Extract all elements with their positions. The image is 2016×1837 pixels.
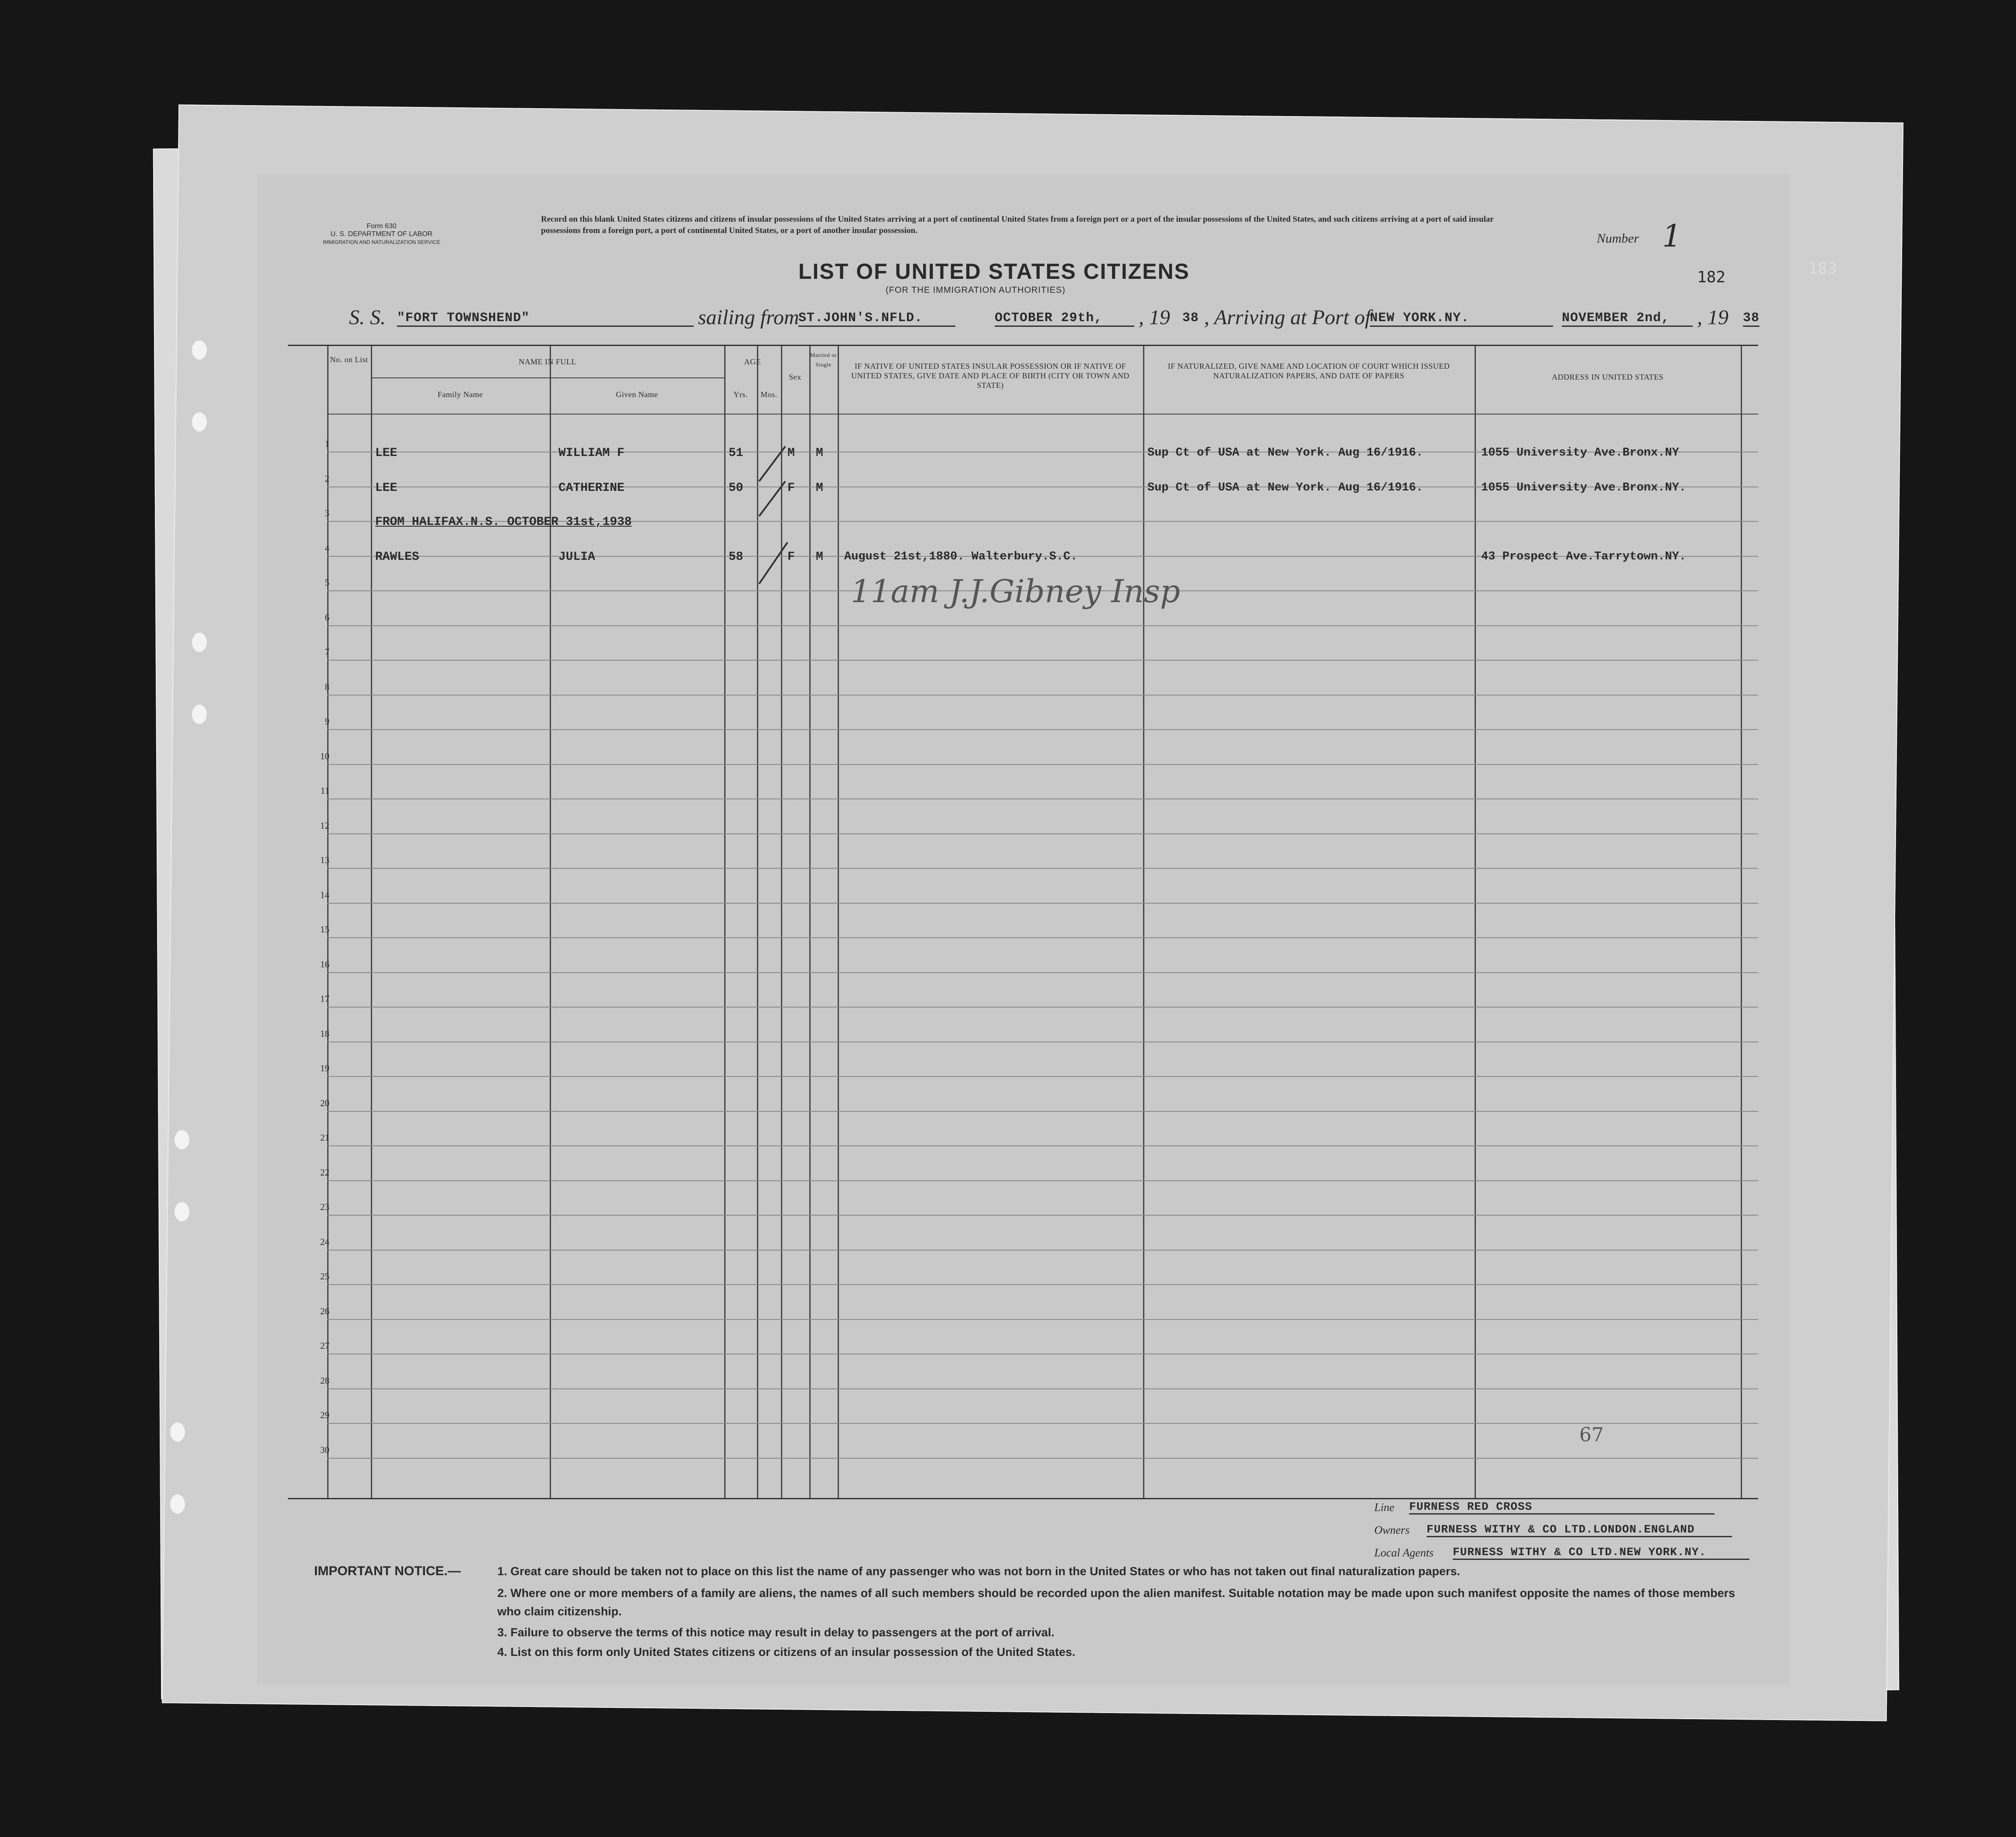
sailing-date: OCTOBER 29th, — [995, 311, 1134, 327]
col-birth-header: IF NATIVE OF UNITED STATES INSULAR POSSESSION OR IF NATIVE OF UNITED STATES, GIVE DATE AND PLACE OF BIRTH (CITY OR TOWN AND STATE) — [851, 362, 1130, 390]
sailing-year-prefix: , 19 — [1139, 306, 1170, 329]
col-divider — [724, 346, 726, 1498]
notice-item: 3. Failure to observe the terms of this notice may result in delay to passengers at the port of arrival. — [497, 1626, 1054, 1639]
row-number: 10 — [320, 751, 329, 761]
row-number: 14 — [320, 889, 329, 900]
punch-hole — [175, 1130, 189, 1149]
department-name: U. S. DEPARTMENT OF LABOR — [330, 230, 433, 238]
row-number: 18 — [320, 1028, 329, 1039]
entry-naturalized: Sup Ct of USA at New York. Aug 16/1916. — [1147, 481, 1423, 494]
entry-address: 43 Prospect Ave.Tarrytown.NY. — [1481, 550, 1686, 563]
table-row — [327, 1458, 1758, 1459]
number-value: 1 — [1662, 218, 1682, 254]
row-number: 2 — [325, 473, 329, 484]
col-address-header: ADDRESS IN UNITED STATES — [1551, 373, 1664, 381]
entry-family-name: LEE — [375, 481, 397, 495]
col-divider — [838, 346, 839, 1498]
entry-naturalized: Sup Ct of USA at New York. Aug 16/1916. — [1147, 446, 1423, 459]
arrival-port: NEW YORK.NY. — [1370, 311, 1553, 327]
table-row — [327, 695, 1758, 696]
passenger-table — [288, 345, 1758, 1499]
entry-sex: F — [787, 550, 795, 564]
row-number: 17 — [320, 994, 329, 1004]
entry-address: 1055 University Ave.Bronx.NY — [1481, 446, 1679, 459]
row-number: 6 — [325, 612, 329, 623]
col-no-header: No. on List — [330, 355, 368, 364]
table-row — [327, 764, 1758, 765]
notice-item: 2. Where one or more members of a family are aliens, the names of all such members should be recorded upon the alien manifest. Suitable notation may be made upon such manifest opposite the names of those members who claim citizenship. — [497, 1587, 1735, 1618]
arrival-year: 38 — [1743, 311, 1759, 327]
number-label: Number — [1597, 231, 1639, 246]
form-identifier — [323, 223, 440, 246]
table-row — [327, 833, 1758, 834]
page-title: LIST OF UNITED STATES CITIZENS — [798, 259, 1190, 284]
table-row — [327, 660, 1758, 661]
entry-sex: M — [787, 446, 795, 460]
table-row — [327, 868, 1758, 869]
entry-address: 1055 University Ave.Bronx.NY. — [1481, 481, 1686, 494]
punch-hole — [192, 340, 207, 360]
ss-label: S. S. — [349, 306, 386, 329]
row-number: 22 — [320, 1167, 329, 1178]
arriving-label: , Arriving at Port of — [1204, 306, 1371, 329]
notice-item: 4. List on this form only United States citizens or citizens of an insular possession of the United States. — [497, 1645, 1075, 1659]
row-number: 7 — [325, 647, 329, 657]
sailing-port: ST.JOHN'S.NFLD. — [798, 311, 955, 327]
agents-label: Local Agents — [1374, 1546, 1434, 1559]
col-divider — [1475, 346, 1476, 1498]
table-row — [327, 1388, 1758, 1389]
inspector-signature: 11am J.J.Gibney Insp — [851, 573, 1181, 610]
punch-hole — [175, 1202, 189, 1221]
entry-given-name: CATHERINE — [558, 481, 625, 495]
header-divider — [371, 377, 724, 378]
row-number: 21 — [320, 1132, 329, 1143]
entry-age-years: 58 — [729, 550, 743, 564]
line-value: FURNESS RED CROSS — [1409, 1500, 1715, 1515]
row-number: 11 — [320, 785, 329, 796]
table-row — [327, 1423, 1758, 1424]
entry-family-name: LEE — [375, 446, 397, 460]
row-number: 4 — [325, 542, 329, 553]
owners-label: Owners — [1374, 1524, 1410, 1536]
entry-sex: F — [787, 481, 795, 495]
sailing-year: 38 — [1182, 311, 1199, 326]
col-family-header: Family Name — [438, 390, 483, 399]
col-married-header: Married or Single — [810, 352, 837, 368]
arrival-year-prefix: , 19 — [1697, 306, 1728, 329]
entry-family-name: RAWLES — [375, 550, 419, 564]
col-yrs-header: Yrs. — [733, 390, 748, 399]
agents-value: FURNESS WITHY & CO LTD.NEW YORK.NY. — [1453, 1546, 1749, 1560]
row-number: 29 — [320, 1410, 329, 1420]
row-number: 30 — [320, 1444, 329, 1455]
table-row — [327, 729, 1758, 730]
table-row — [327, 1215, 1758, 1216]
col-age-header: AGE — [744, 357, 761, 366]
row-number: 1 — [325, 439, 329, 449]
row-number: 26 — [320, 1306, 329, 1316]
col-mos-header: Mos. — [760, 390, 777, 399]
row-number: 9 — [325, 716, 329, 727]
table-row — [327, 1111, 1758, 1112]
row-number: 25 — [320, 1271, 329, 1282]
entry-age-years: 50 — [729, 481, 743, 495]
owners-value: FURNESS WITHY & CO LTD.LONDON.ENGLAND — [1427, 1523, 1732, 1537]
punch-hole — [170, 1422, 185, 1442]
row-number: 13 — [320, 855, 329, 865]
table-row — [327, 903, 1758, 904]
table-row — [327, 1076, 1758, 1077]
form-number: Form 630 — [366, 223, 397, 230]
col-divider — [1741, 346, 1742, 1498]
entry-marital: M — [816, 481, 823, 495]
ship-name: "FORT TOWNSHEND" — [397, 311, 694, 327]
col-sex-header: Sex — [789, 373, 801, 381]
punch-hole — [192, 705, 207, 724]
row-number: 27 — [320, 1340, 329, 1351]
row-number: 24 — [320, 1236, 329, 1247]
check-marks — [755, 429, 811, 603]
table-row — [327, 625, 1758, 626]
table-row — [327, 937, 1758, 938]
table-row — [327, 1250, 1758, 1251]
page-stamp: 182 — [1697, 268, 1726, 286]
page-stamp-back: 183 — [1808, 260, 1837, 278]
entry-section-note: FROM HALIFAX.N.S. OCTOBER 31st,1938 — [375, 515, 632, 529]
row-number: 23 — [320, 1202, 329, 1212]
entry-marital: M — [816, 550, 823, 564]
row-number: 5 — [325, 577, 329, 588]
table-row — [327, 1180, 1758, 1181]
row-number: 16 — [320, 959, 329, 970]
entry-marital: M — [816, 446, 823, 460]
punch-hole — [192, 633, 207, 652]
col-naturalized-header: IF NATURALIZED, GIVE NAME AND LOCATION OF COURT WHICH ISSUED NATURALIZATION PAPERS, AND DATE OF PAPERS — [1167, 362, 1450, 380]
entry-given-name: JULIA — [558, 550, 596, 564]
punch-hole — [170, 1494, 185, 1514]
table-row — [327, 1319, 1758, 1320]
record-instructions: Record on this blank United States citizens and citizens of insular possessions of the United States arriving at a port of continental United States from a foreign port or a port of the insular possessions of the United States, and such citizens arriving at a port of said insular possessions from a foreign port, a port of continental United States, or a port of another insular possession. — [541, 215, 1494, 235]
page-subtitle: (FOR THE IMMIGRATION AUTHORITIES) — [886, 285, 1066, 295]
table-row — [327, 1007, 1758, 1008]
col-divider — [327, 346, 329, 1498]
col-divider — [371, 346, 372, 1498]
col-given-header: Given Name — [616, 390, 658, 399]
col-name-header: NAME IN FULL — [519, 357, 576, 366]
notice-heading: IMPORTANT NOTICE.— — [314, 1564, 461, 1578]
row-number: 19 — [320, 1063, 329, 1073]
row-number: 12 — [320, 820, 329, 831]
sailing-label: sailing from — [698, 306, 799, 329]
table-row — [327, 1284, 1758, 1285]
header-bottom — [327, 414, 1758, 415]
entry-given-name: WILLIAM F — [558, 446, 625, 460]
col-divider — [1143, 346, 1144, 1498]
row-number: 20 — [320, 1097, 329, 1108]
row-number: 15 — [320, 924, 329, 935]
row-number: 8 — [325, 681, 329, 692]
manifest-page — [257, 175, 1837, 1684]
punch-hole — [192, 412, 207, 432]
arrival-date: NOVEMBER 2nd, — [1562, 311, 1693, 327]
table-row — [327, 972, 1758, 973]
entry-birth: August 21st,1880. Walterbury.S.C. — [844, 550, 1078, 563]
row-number: 28 — [320, 1375, 329, 1386]
entry-age-years: 51 — [729, 446, 743, 460]
service-name: IMMIGRATION AND NATURALIZATION SERVICE — [323, 239, 441, 245]
notice-item: 1. Great care should be taken not to place on this list the name of any passenger who was not born in the United States or who has not taken out final naturalization papers. — [497, 1565, 1460, 1578]
page-mark: 67 — [1579, 1424, 1604, 1446]
table-row — [327, 1145, 1758, 1146]
line-label: Line — [1374, 1501, 1395, 1514]
row-number: 3 — [325, 508, 329, 518]
